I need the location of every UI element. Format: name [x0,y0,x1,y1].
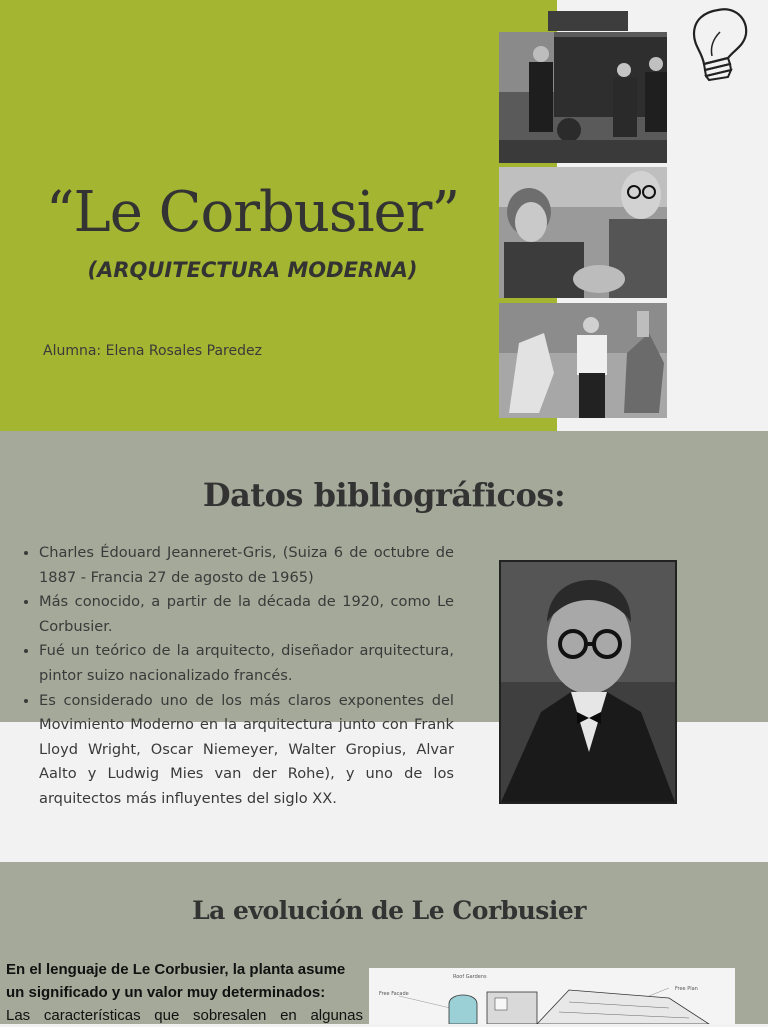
list-item: • Charles Édouard Jeanneret-Gris, (Suiza 6 de octubre de 1887 - Francia 27 de agosto de 1965) [39,541,454,590]
evolution-intro-text: Las características que sobresalen en algunas [6,1007,363,1024]
list-item: • Más conocido, a partir de la década de 1920, como Le Corbusier. [39,590,454,639]
photo-sculptures [499,303,667,418]
photo-lecture [499,32,667,163]
page-title: “Le Corbusier” [45,180,460,245]
evolution-intro-bold: En el lenguaje de Le Corbusier, la planta asume un significado y un valor muy determinados: [6,961,346,1001]
villa-diagram [369,968,735,1024]
evolution-heading: La evolución de Le Corbusier [192,896,586,925]
bio-list [20,541,454,812]
decorative-bar [548,11,628,31]
portrait-photo [499,560,677,804]
diagram-label-roof: Roof Gardens [453,974,487,980]
diagram-label-plan: Free Plan [675,986,698,992]
bio-heading: Datos bibliográficos: [202,476,566,514]
student-name: Alumna: Elena Rosales Paredez [43,343,262,359]
diagram-label-facade: Free Facade [379,991,409,997]
list-item: • Es considerado uno de los más claros exponentes del Movimiento Moderno en la arquitectura junto con Frank Lloyd Wright, Oscar Niemeyer, Walter Gropius, Alvar Aalto y Ludwig Mies van der Rohe), y uno de los arquitectos más influyentes del siglo XX. [39,689,454,812]
photo-discussion [499,167,667,298]
evolution-text [6,958,363,1027]
page-subtitle: (ARQUITECTURA MODERNA) [87,258,418,282]
list-item: • Fué un teórico de la arquitecto, diseñador arquitectura, pintor suizo nacionalizado francés. [39,639,454,688]
light-bulb-icon [678,2,750,82]
